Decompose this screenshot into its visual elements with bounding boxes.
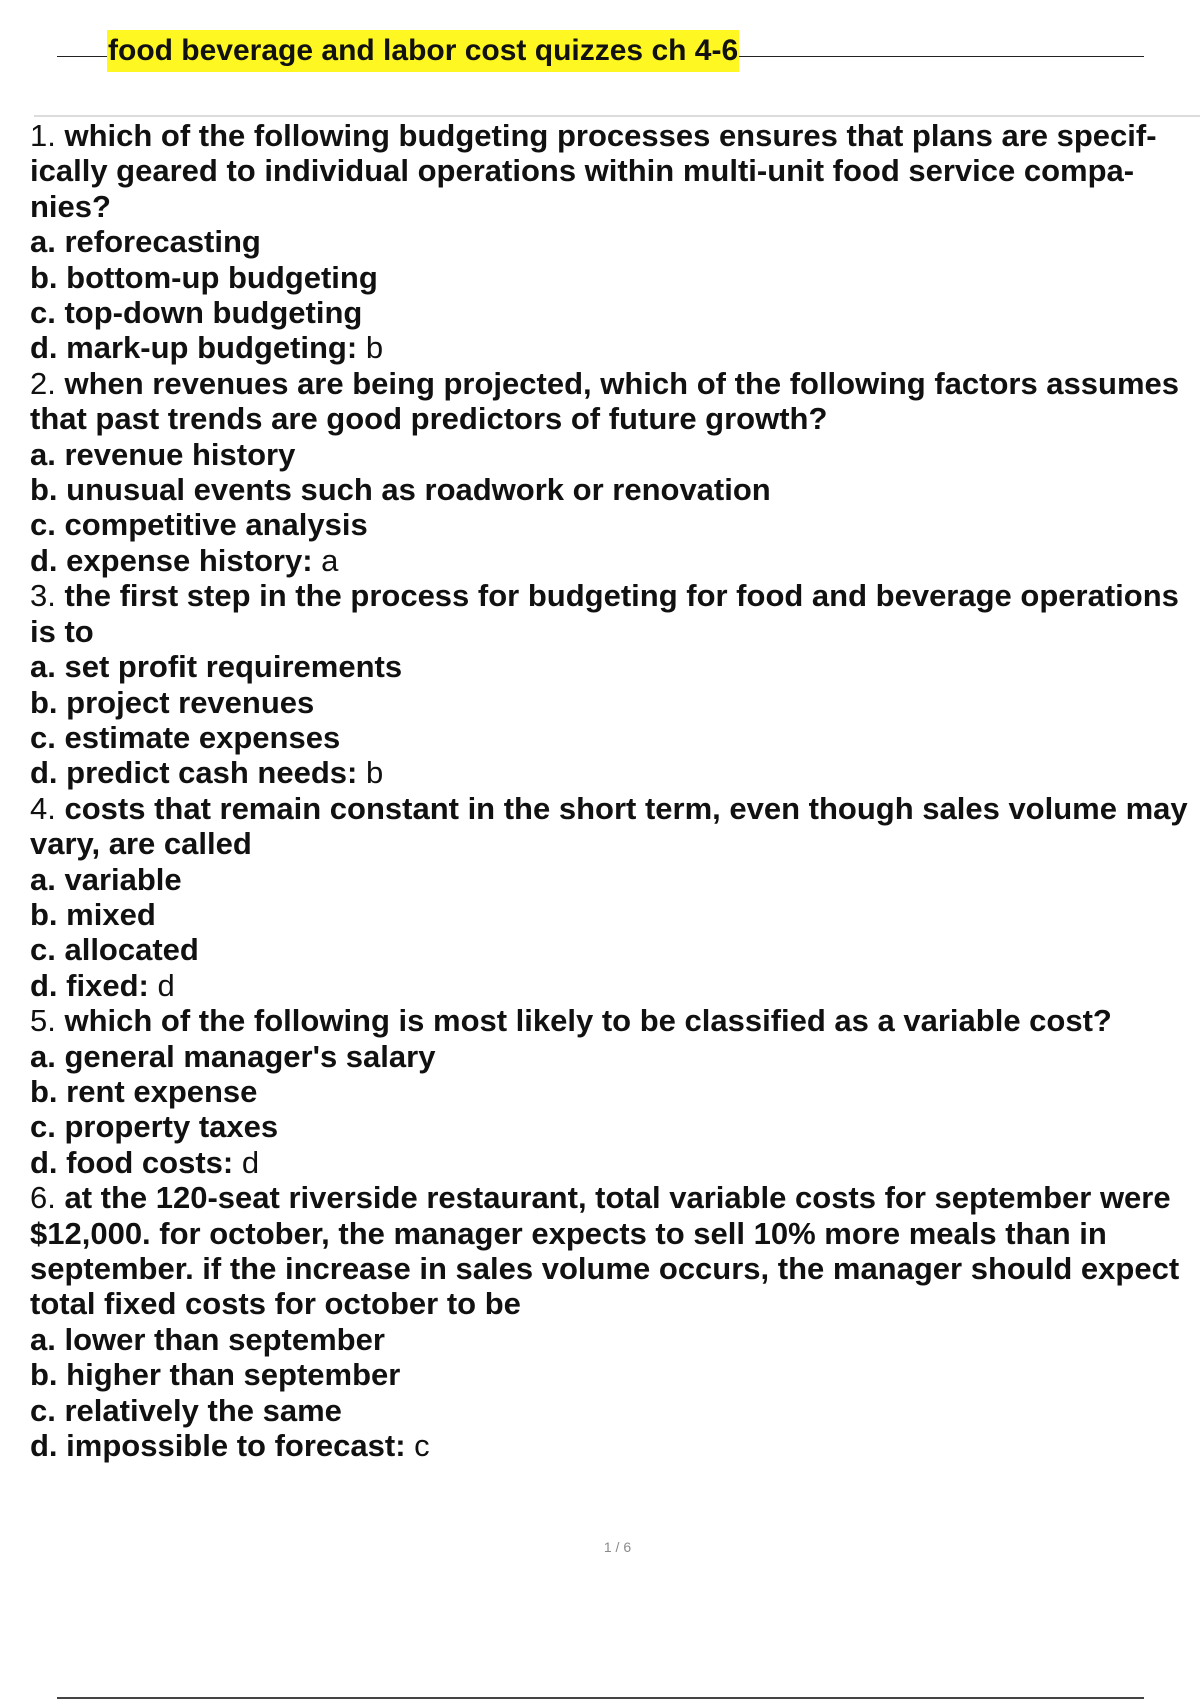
answer-option	[30, 1393, 1200, 1428]
question-number: 6.	[30, 1180, 56, 1216]
answer-option-text: b. higher than september	[30, 1357, 401, 1393]
correct-answer: c	[405, 1428, 430, 1464]
answer-option	[30, 1109, 1200, 1144]
question-text: nies?	[30, 188, 111, 224]
answer-option-text: b. unusual events such as roadwork or renovation	[30, 472, 771, 508]
question-text-line	[30, 401, 1200, 436]
answer-option	[30, 862, 1200, 897]
header-divider	[34, 115, 1200, 117]
question-text-line	[30, 1216, 1200, 1251]
answer-option	[30, 897, 1200, 932]
answer-option-text: d. fixed:	[30, 967, 149, 1003]
answer-option	[30, 755, 1200, 790]
question-text: total fixed costs for october to be	[30, 1286, 521, 1322]
question-text: the first step in the process for budgeting for food and beverage operations	[55, 578, 1179, 614]
answer-option	[30, 330, 1200, 365]
page-indicator: 1 / 6	[603, 1539, 632, 1555]
question-text-line	[30, 153, 1200, 188]
question-text: vary, are called	[30, 826, 252, 862]
question-text-line	[30, 791, 1200, 826]
document-title: food beverage and labor cost quizzes ch 4-6	[107, 30, 739, 72]
answer-option-text: c. estimate expenses	[30, 719, 341, 755]
question-text-line	[30, 1286, 1200, 1321]
answer-option-text: a. variable	[30, 861, 182, 897]
question-text: which of the following is most likely to be classified as a variable cost?	[55, 1003, 1112, 1039]
answer-option-text: a. reforecasting	[30, 224, 261, 260]
question-text: costs that remain constant in the short term, even though sales volume may	[55, 790, 1188, 826]
question-text-line	[30, 1251, 1200, 1286]
answer-option-text: a. general manager's salary	[30, 1038, 436, 1074]
question-number: 5.	[30, 1003, 56, 1039]
answer-option-text: c. property taxes	[30, 1109, 279, 1145]
answer-option-text: b. rent expense	[30, 1073, 258, 1109]
question-text: which of the following budgeting processes ensures that plans are specif-	[55, 118, 1157, 153]
question-block	[30, 118, 1200, 366]
answer-option-text: d. predict cash needs:	[30, 755, 358, 791]
answer-option	[30, 968, 1200, 1003]
question-text: ically geared to individual operations within multi-unit food service compa-	[30, 153, 1135, 189]
question-text-line	[30, 118, 1200, 153]
answer-option-text: d. mark-up budgeting:	[30, 330, 358, 366]
answer-option	[30, 720, 1200, 755]
answer-option	[30, 472, 1200, 507]
question-text-line	[30, 614, 1200, 649]
question-text-line	[30, 578, 1200, 613]
answer-option	[30, 649, 1200, 684]
answer-option	[30, 1322, 1200, 1357]
answer-option-text: a. lower than september	[30, 1321, 385, 1357]
question-text-line	[30, 1003, 1200, 1038]
answer-option	[30, 1039, 1200, 1074]
question-text-line	[30, 189, 1200, 224]
answer-option	[30, 1145, 1200, 1180]
answer-option-text: b. bottom-up budgeting	[30, 259, 378, 295]
question-text-line	[30, 826, 1200, 861]
question-block	[30, 578, 1200, 790]
answer-option-text: c. competitive analysis	[30, 507, 368, 543]
answer-option	[30, 295, 1200, 330]
answer-option-text: a. revenue history	[30, 436, 296, 472]
question-block	[30, 791, 1200, 1003]
question-text: when revenues are being projected, which of the following factors assumes	[55, 365, 1180, 401]
question-text: that past trends are good predictors of future growth?	[30, 401, 828, 437]
answer-option	[30, 437, 1200, 472]
footer-rule	[57, 1697, 1144, 1699]
question-list	[30, 118, 1200, 1463]
answer-option	[30, 685, 1200, 720]
answer-option	[30, 932, 1200, 967]
answer-option	[30, 543, 1200, 578]
question-text: at the 120-seat riverside restaurant, total variable costs for september were	[55, 1180, 1171, 1216]
question-block	[30, 366, 1200, 578]
answer-option-text: d. expense history:	[30, 542, 313, 578]
correct-answer: d	[148, 967, 175, 1003]
answer-option-text: b. mixed	[30, 896, 156, 932]
correct-answer: b	[357, 755, 384, 791]
answer-option-text: d. impossible to forecast:	[30, 1428, 406, 1464]
answer-option-text: c. top-down budgeting	[30, 295, 363, 331]
correct-answer: a	[312, 542, 339, 578]
question-block	[30, 1180, 1200, 1463]
question-text: is to	[30, 613, 94, 649]
answer-option	[30, 224, 1200, 259]
correct-answer: d	[233, 1144, 260, 1180]
answer-option	[30, 1428, 1200, 1463]
question-number: 4.	[30, 790, 56, 826]
answer-option-text: c. allocated	[30, 932, 199, 968]
question-block	[30, 1003, 1200, 1180]
question-number: 1.	[30, 118, 56, 153]
correct-answer: b	[357, 330, 384, 366]
answer-option-text: d. food costs:	[30, 1144, 234, 1180]
question-number: 2.	[30, 365, 56, 401]
question-text-line	[30, 366, 1200, 401]
question-text: september. if the increase in sales volume occurs, the manager should expect	[30, 1251, 1180, 1286]
answer-option	[30, 1357, 1200, 1392]
answer-option-text: b. project revenues	[30, 684, 315, 720]
answer-option	[30, 260, 1200, 295]
question-number: 3.	[30, 578, 56, 614]
answer-option	[30, 1074, 1200, 1109]
answer-option-text: c. relatively the same	[30, 1392, 342, 1428]
document-header	[57, 30, 1144, 74]
question-text-line	[30, 1180, 1200, 1215]
answer-option	[30, 507, 1200, 542]
question-text: $12,000. for october, the manager expects to sell 10% more meals than in	[30, 1215, 1107, 1251]
answer-option-text: a. set profit requirements	[30, 649, 403, 685]
